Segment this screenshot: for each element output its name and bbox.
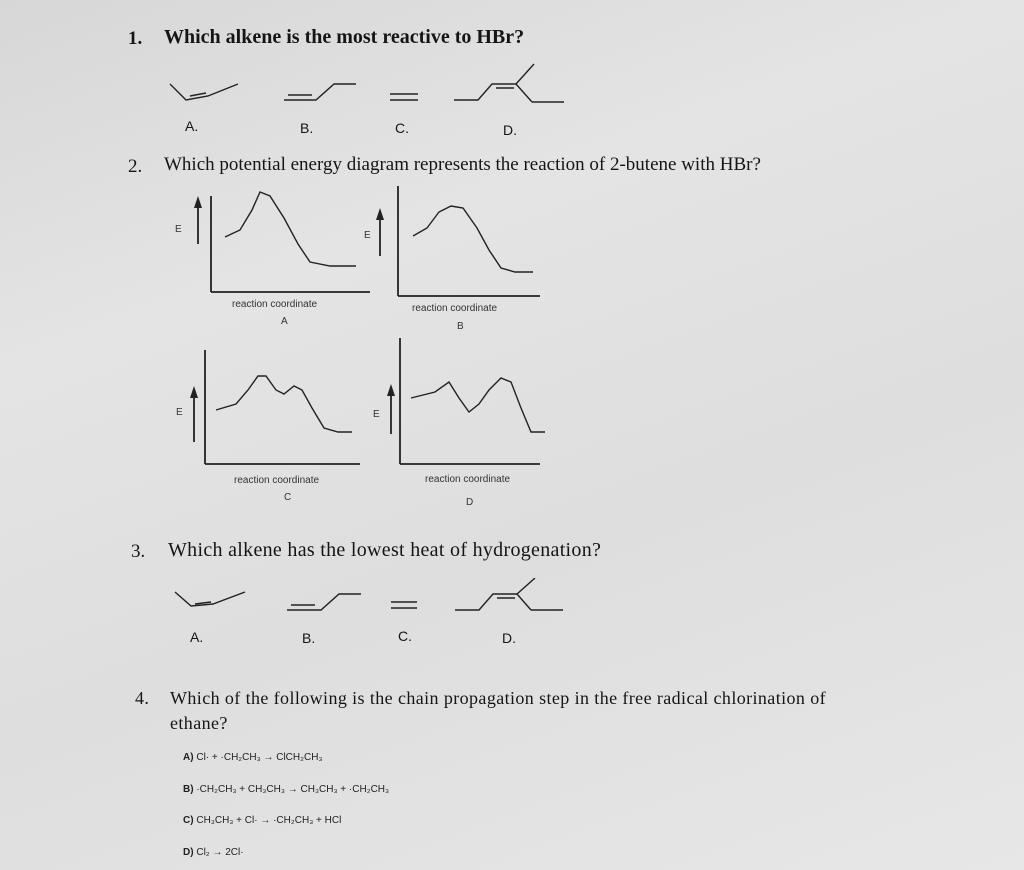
q2-text: Which potential energy diagram represents the reaction of 2-butene with HBr? (164, 154, 761, 175)
diagram-a-x-label: reaction coordinate (232, 299, 318, 310)
diagram-a-e-label: E (175, 224, 182, 235)
q3-option-a: A. (190, 629, 204, 645)
q1-option-b: B. (300, 120, 314, 136)
energy-diagram-b (365, 182, 555, 302)
diagram-d-e-label: E (373, 409, 380, 420)
diagram-c-e-label: E (176, 407, 183, 418)
q4-option-b (183, 784, 389, 795)
q1-text: Which alkene is the most reactive to HBr? (164, 26, 525, 48)
q4-option-b-letter: B) (183, 784, 194, 795)
q4-number: 4. (135, 688, 150, 708)
q1-structures (160, 62, 580, 112)
q4-option-d-text: Cl₂ → 2Cl· (196, 847, 244, 858)
q4-text-line1: Which of the following is the chain propagation step in the free radical chlorination of (170, 688, 826, 708)
energy-diagram-a (180, 182, 380, 302)
q3-structures (165, 578, 585, 628)
q4-text-line2: ethane? (170, 713, 228, 733)
q3-option-d: D. (502, 630, 516, 646)
q1-number: 1. (128, 28, 143, 49)
q1-option-d: D. (503, 122, 517, 138)
q4-option-d-letter: D) (183, 847, 194, 858)
diagram-c-letter: C (284, 492, 292, 503)
diagram-b-x-label: reaction coordinate (412, 303, 498, 314)
diagram-d-letter: D (466, 497, 474, 508)
q4-option-c (183, 815, 341, 826)
q1-option-a: A. (185, 118, 199, 134)
q4-option-a (183, 752, 323, 763)
q4-option-d (183, 847, 244, 858)
diagram-a-letter: A (281, 316, 288, 327)
q3-option-c: C. (398, 628, 412, 644)
q4-option-a-letter: A) (183, 752, 194, 763)
q4-option-c-letter: C) (183, 815, 194, 826)
energy-diagram-d (365, 336, 555, 466)
diagram-c-x-label: reaction coordinate (234, 475, 320, 486)
q4-option-a-text: Cl· + ·CH₂CH₃ → ClCH₂CH₃ (196, 752, 323, 763)
diagram-b-letter: B (457, 321, 464, 332)
diagram-d-x-label: reaction coordinate (425, 474, 511, 485)
q3-text: Which alkene has the lowest heat of hydrogenation? (168, 539, 602, 561)
q2-number: 2. (128, 156, 143, 177)
q3-option-b: B. (302, 630, 316, 646)
q3-number: 3. (131, 541, 146, 562)
energy-diagram-c (180, 346, 380, 476)
q4-option-b-text: ·CH₂CH₃ + CH₃CH₃ → CH₃CH₃ + ·CH₂CH₃ (196, 784, 390, 795)
q1-option-c: C. (395, 120, 409, 136)
q4-option-c-text: CH₃CH₃ + Cl· → ·CH₂CH₃ + HCl (196, 815, 342, 826)
diagram-b-e-label: E (364, 230, 371, 241)
